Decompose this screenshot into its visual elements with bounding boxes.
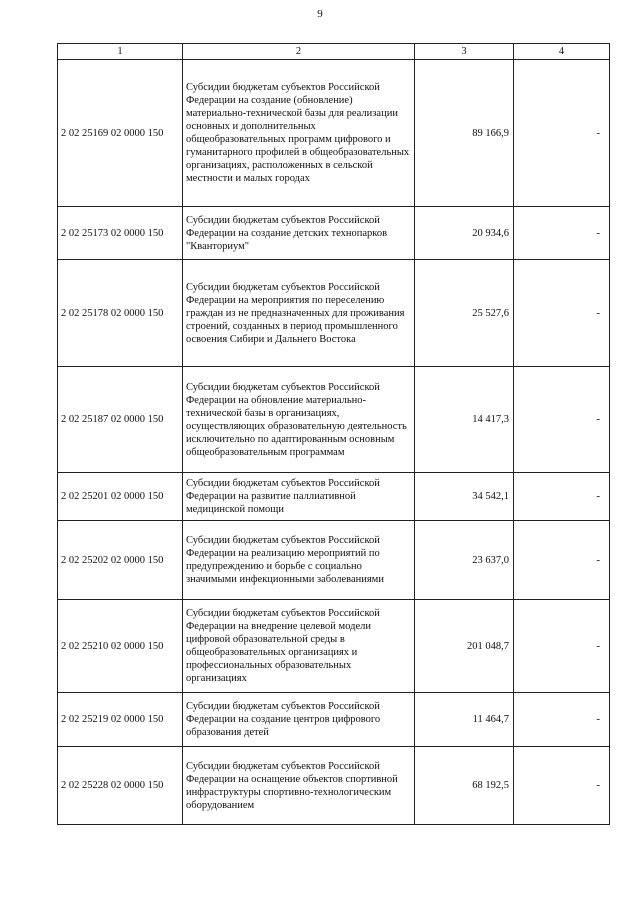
row-description: Субсидии бюджетам субъектов Российской Федерации на обновление материально-технической базы в организациях, осуществляющих образовательную деятельность исключительно по адаптированным основным общеобразовательным программам bbox=[183, 367, 415, 473]
row-amount: 14 417,3 bbox=[415, 367, 514, 473]
row-col4: - bbox=[514, 600, 610, 693]
row-description: Субсидии бюджетам субъектов Российской Федерации на создание центров цифрового образования детей bbox=[183, 693, 415, 747]
row-col4: - bbox=[514, 367, 610, 473]
row-col4: - bbox=[514, 260, 610, 367]
row-code: 2 02 25219 02 0000 150 bbox=[58, 693, 183, 747]
row-code: 2 02 25169 02 0000 150 bbox=[58, 60, 183, 207]
row-amount: 68 192,5 bbox=[415, 747, 514, 825]
row-description: Субсидии бюджетам субъектов Российской Федерации на реализацию мероприятий по предупреждению и борьбе с социально значимыми инфекционными заболеваниями bbox=[183, 521, 415, 600]
row-amount: 23 637,0 bbox=[415, 521, 514, 600]
row-description: Субсидии бюджетам субъектов Российской Федерации на мероприятия по переселению граждан из не предназначенных для проживания строений, созданных в период промышленного освоения Сибири и Дальнего Востока bbox=[183, 260, 415, 367]
row-col4: - bbox=[514, 473, 610, 521]
row-amount: 89 166,9 bbox=[415, 60, 514, 207]
table-row bbox=[58, 367, 610, 473]
row-amount: 20 934,6 bbox=[415, 207, 514, 260]
row-code: 2 02 25187 02 0000 150 bbox=[58, 367, 183, 473]
table-row bbox=[58, 207, 610, 260]
column-header-4: 4 bbox=[514, 44, 610, 60]
row-col4: - bbox=[514, 693, 610, 747]
row-amount: 25 527,6 bbox=[415, 260, 514, 367]
column-header-2: 2 bbox=[183, 44, 415, 60]
row-col4: - bbox=[514, 60, 610, 207]
table-header-row bbox=[58, 44, 610, 60]
table-row bbox=[58, 260, 610, 367]
row-code: 2 02 25210 02 0000 150 bbox=[58, 600, 183, 693]
row-amount: 201 048,7 bbox=[415, 600, 514, 693]
row-description: Субсидии бюджетам субъектов Российской Федерации на оснащение объектов спортивной инфраструктуры спортивно-технологическим оборудованием bbox=[183, 747, 415, 825]
row-code: 2 02 25201 02 0000 150 bbox=[58, 473, 183, 521]
row-description: Субсидии бюджетам субъектов Российской Федерации на создание детских технопарков "Кванториум" bbox=[183, 207, 415, 260]
row-col4: - bbox=[514, 747, 610, 825]
row-description: Субсидии бюджетам субъектов Российской Федерации на создание (обновление) материально-технической базы для реализации основных и дополнительных общеобразовательных программ цифрового и гуманитарного профилей в общеобразовательных организациях, расположенных в сельской местности и малых городах bbox=[183, 60, 415, 207]
row-code: 2 02 25178 02 0000 150 bbox=[58, 260, 183, 367]
row-amount: 34 542,1 bbox=[415, 473, 514, 521]
table-row bbox=[58, 473, 610, 521]
page-number: 9 bbox=[317, 8, 323, 20]
column-header-3: 3 bbox=[415, 44, 514, 60]
table-row bbox=[58, 747, 610, 825]
row-code: 2 02 25173 02 0000 150 bbox=[58, 207, 183, 260]
row-description: Субсидии бюджетам субъектов Российской Федерации на развитие паллиативной медицинской помощи bbox=[183, 473, 415, 521]
row-code: 2 02 25228 02 0000 150 bbox=[58, 747, 183, 825]
row-amount: 11 464,7 bbox=[415, 693, 514, 747]
budget-table bbox=[57, 43, 610, 825]
table-row bbox=[58, 60, 610, 207]
table-row bbox=[58, 600, 610, 693]
row-col4: - bbox=[514, 207, 610, 260]
column-header-1: 1 bbox=[58, 44, 183, 60]
table-row bbox=[58, 521, 610, 600]
row-code: 2 02 25202 02 0000 150 bbox=[58, 521, 183, 600]
row-col4: - bbox=[514, 521, 610, 600]
row-description: Субсидии бюджетам субъектов Российской Федерации на внедрение целевой модели цифровой образовательной среды в общеобразовательных организациях и профессиональных образовательных организациях bbox=[183, 600, 415, 693]
table-row bbox=[58, 693, 610, 747]
